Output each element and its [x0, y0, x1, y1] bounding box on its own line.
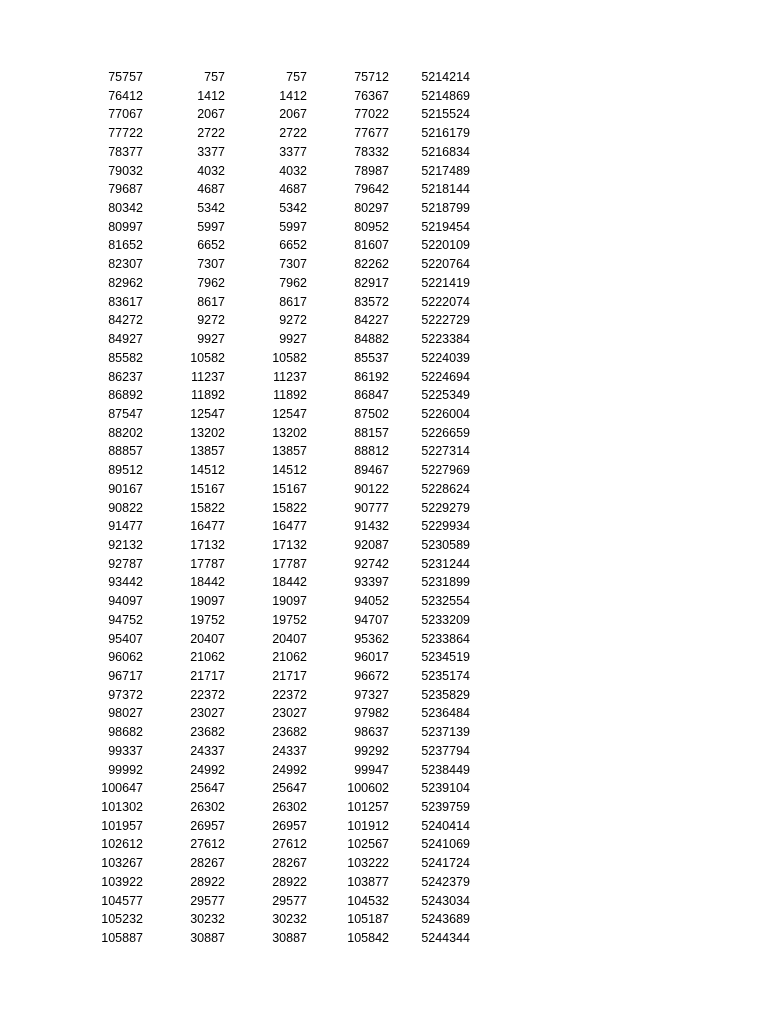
table-cell: 11237	[191, 369, 225, 384]
table-cell: 5235829	[421, 687, 470, 702]
table-cell: 5229934	[421, 519, 470, 534]
table-cell: 5239759	[421, 800, 470, 815]
table-cell: 30887	[190, 931, 225, 946]
table-cell: 80342	[108, 201, 143, 216]
table-cell: 99947	[354, 762, 389, 777]
table-cell: 19752	[190, 612, 225, 627]
table-cell: 25647	[190, 781, 225, 796]
table-cell: 30232	[190, 912, 225, 927]
table-cell: 96672	[354, 669, 389, 683]
table-cell: 75712	[354, 70, 389, 84]
table-cell: 5223384	[421, 332, 470, 347]
table-cell: 79642	[354, 182, 389, 197]
table-cell: 5226659	[421, 425, 470, 440]
table-row	[0, 105, 470, 124]
table-cell: 96062	[108, 650, 143, 665]
table-cell: 5222729	[421, 313, 470, 328]
table-cell: 5242379	[421, 874, 470, 889]
table-cell: 95362	[354, 631, 389, 646]
table-row	[0, 723, 470, 742]
table-cell: 3377	[197, 144, 225, 159]
table-cell: 90167	[108, 481, 143, 496]
table-cell: 103267	[101, 856, 143, 871]
table-cell: 4032	[279, 163, 307, 178]
table-cell: 82962	[108, 275, 143, 290]
table-cell: 7307	[279, 257, 307, 272]
table-cell: 5216834	[421, 144, 470, 159]
table-cell: 92132	[108, 537, 143, 552]
table-cell: 24337	[272, 743, 307, 758]
table-cell: 5243034	[421, 893, 470, 908]
table-cell: 9272	[197, 313, 225, 328]
table-cell: 93397	[354, 575, 389, 590]
table-row	[0, 386, 470, 405]
table-cell: 104577	[101, 893, 143, 908]
table-cell: 77677	[354, 126, 389, 141]
table-cell: 5234519	[421, 650, 470, 665]
table-cell: 79032	[108, 163, 143, 178]
table-row	[0, 817, 470, 836]
table-cell: 83572	[354, 294, 389, 309]
table-cell: 96717	[108, 669, 143, 683]
table-row	[0, 873, 470, 892]
table-cell: 98637	[354, 725, 389, 740]
table-row	[0, 499, 470, 518]
table-cell: 92787	[108, 556, 143, 571]
table-cell: 84272	[108, 313, 143, 328]
table-cell: 5231899	[421, 575, 470, 590]
table-cell: 89512	[108, 463, 143, 478]
table-cell: 7307	[197, 257, 225, 272]
table-cell: 87502	[354, 406, 389, 421]
table-cell: 28922	[272, 874, 307, 889]
table-row	[0, 592, 470, 611]
table-cell: 2067	[197, 107, 225, 122]
table-cell: 82917	[354, 275, 389, 290]
table-cell: 94097	[108, 594, 143, 609]
table-cell: 9272	[279, 313, 307, 328]
table-cell: 5238449	[421, 762, 470, 777]
table-cell: 12547	[272, 406, 307, 421]
table-row	[0, 854, 470, 873]
table-cell: 78987	[354, 163, 389, 178]
table-cell: 86892	[108, 388, 143, 403]
table-cell: 13202	[272, 425, 307, 440]
table-cell: 5342	[279, 201, 307, 216]
table-row	[0, 330, 470, 349]
table-cell: 1412	[279, 88, 307, 103]
table-cell: 84882	[354, 332, 389, 347]
table-cell: 95407	[108, 631, 143, 646]
table-body	[0, 68, 470, 948]
table-cell: 92742	[354, 556, 389, 571]
table-cell: 20407	[272, 631, 307, 646]
table-cell: 101257	[347, 800, 389, 815]
table-cell: 10582	[190, 350, 225, 365]
table-row	[0, 536, 470, 555]
table-cell: 5231244	[421, 556, 470, 571]
table-cell: 15167	[190, 481, 225, 496]
table-cell: 19097	[190, 594, 225, 609]
table-cell: 5342	[197, 201, 225, 216]
table-cell: 5228624	[421, 481, 470, 496]
table-cell: 105232	[101, 912, 143, 927]
table-cell: 4687	[197, 182, 225, 197]
table-cell: 1412	[197, 88, 225, 103]
table-row	[0, 180, 470, 199]
table-row	[0, 648, 470, 667]
table-cell: 90777	[354, 500, 389, 515]
table-cell: 28922	[190, 874, 225, 889]
table-row	[0, 686, 470, 705]
table-cell: 11237	[273, 369, 307, 384]
table-cell: 26302	[190, 800, 225, 815]
table-cell: 8617	[197, 294, 225, 309]
table-cell: 88202	[108, 425, 143, 440]
table-cell: 81607	[354, 238, 389, 253]
table-cell: 13857	[272, 444, 307, 459]
table-cell: 97327	[354, 687, 389, 702]
table-cell: 88157	[354, 425, 389, 440]
table-cell: 79687	[108, 182, 143, 197]
table-cell: 9927	[197, 332, 225, 347]
table-cell: 98682	[108, 725, 143, 740]
table-cell: 30232	[272, 912, 307, 927]
table-cell: 77022	[354, 107, 389, 122]
table-cell: 18442	[272, 575, 307, 590]
table-cell: 5227969	[421, 463, 470, 478]
table-cell: 98027	[108, 706, 143, 721]
table-cell: 24992	[190, 762, 225, 777]
table-cell: 81652	[108, 238, 143, 253]
table-cell: 5241724	[421, 856, 470, 871]
table-cell: 21717	[190, 669, 225, 683]
table-row	[0, 124, 470, 143]
table-cell: 5216179	[421, 126, 470, 141]
table-cell: 105187	[347, 912, 389, 927]
table-cell: 5230589	[421, 537, 470, 552]
table-cell: 8617	[279, 294, 307, 309]
table-row	[0, 517, 470, 536]
table-cell: 83617	[108, 294, 143, 309]
table-cell: 5232554	[421, 594, 470, 609]
table-cell: 102612	[101, 837, 143, 852]
table-cell: 90122	[354, 481, 389, 496]
table-cell: 2722	[197, 126, 225, 141]
table-cell: 5244344	[421, 931, 470, 946]
table-cell: 101912	[347, 818, 389, 833]
table-cell: 85582	[108, 350, 143, 365]
table-cell: 18442	[190, 575, 225, 590]
table-cell: 21062	[190, 650, 225, 665]
table-cell: 104532	[347, 893, 389, 908]
table-cell: 5233209	[421, 612, 470, 627]
table-cell: 16477	[272, 519, 307, 534]
data-sheet	[0, 68, 470, 948]
table-cell: 12547	[190, 406, 225, 421]
table-cell: 14512	[272, 463, 307, 478]
table-cell: 11892	[273, 388, 307, 403]
table-cell: 23027	[190, 706, 225, 721]
table-row	[0, 311, 470, 330]
table-row	[0, 798, 470, 817]
table-cell: 4032	[197, 163, 225, 178]
table-cell: 103222	[347, 856, 389, 871]
table-cell: 23682	[272, 725, 307, 740]
table-row	[0, 461, 470, 480]
table-cell: 87547	[108, 406, 143, 421]
table-cell: 96017	[354, 650, 389, 665]
table-cell: 99337	[108, 743, 143, 758]
table-cell: 86237	[108, 369, 143, 384]
table-cell: 5241069	[421, 837, 470, 852]
table-cell: 5221419	[421, 275, 470, 290]
table-cell: 76367	[354, 88, 389, 103]
table-cell: 5239104	[421, 781, 470, 796]
table-cell: 7962	[197, 275, 225, 290]
table-cell: 5218144	[421, 182, 470, 197]
table-cell: 757	[204, 70, 225, 84]
table-cell: 5240414	[421, 818, 470, 833]
table-cell: 23027	[272, 706, 307, 721]
table-cell: 80297	[354, 201, 389, 216]
table-cell: 105887	[101, 931, 143, 946]
table-cell: 30887	[272, 931, 307, 946]
table-row	[0, 218, 470, 237]
table-cell: 24337	[190, 743, 225, 758]
table-row	[0, 236, 470, 255]
table-cell: 85537	[354, 350, 389, 365]
table-cell: 5237139	[421, 725, 470, 740]
table-cell: 3377	[279, 144, 307, 159]
table-cell: 25647	[272, 781, 307, 796]
table-cell: 21717	[272, 669, 307, 683]
table-cell: 86192	[354, 369, 389, 384]
table-cell: 17132	[272, 537, 307, 552]
table-row	[0, 555, 470, 574]
table-cell: 78332	[354, 144, 389, 159]
table-cell: 5222074	[421, 294, 470, 309]
table-row	[0, 611, 470, 630]
table-cell: 5219454	[421, 219, 470, 234]
table-cell: 19752	[272, 612, 307, 627]
table-cell: 757	[286, 70, 307, 84]
table-cell: 91477	[108, 519, 143, 534]
table-cell: 6652	[197, 238, 225, 253]
table-cell: 89467	[354, 463, 389, 478]
table-row	[0, 929, 470, 948]
table-row	[0, 349, 470, 368]
table-cell: 5225349	[421, 388, 470, 403]
table-cell: 80997	[108, 219, 143, 234]
table-cell: 5243689	[421, 912, 470, 927]
table-cell: 5214869	[421, 88, 470, 103]
table-cell: 9927	[279, 332, 307, 347]
table-cell: 22372	[190, 687, 225, 702]
table-cell: 5237794	[421, 743, 470, 758]
table-row	[0, 162, 470, 181]
table-cell: 27612	[190, 837, 225, 852]
table-cell: 17787	[272, 556, 307, 571]
table-cell: 28267	[272, 856, 307, 871]
table-cell: 16477	[190, 519, 225, 534]
table-cell: 94052	[354, 594, 389, 609]
table-cell: 5214214	[421, 70, 470, 84]
table-cell: 103877	[347, 874, 389, 889]
table-cell: 13857	[190, 444, 225, 459]
table-row	[0, 480, 470, 499]
table-cell: 5997	[279, 219, 307, 234]
table-cell: 5236484	[421, 706, 470, 721]
table-cell: 29577	[272, 893, 307, 908]
table-cell: 15822	[272, 500, 307, 515]
table-cell: 101957	[101, 818, 143, 833]
table-cell: 99292	[354, 743, 389, 758]
table-cell: 77722	[108, 126, 143, 141]
table-cell: 82262	[354, 257, 389, 272]
table-cell: 29577	[190, 893, 225, 908]
table-row	[0, 143, 470, 162]
table-cell: 91432	[354, 519, 389, 534]
table-row	[0, 405, 470, 424]
table-cell: 5235174	[421, 669, 470, 683]
table-cell: 102567	[347, 837, 389, 852]
table-cell: 5220109	[421, 238, 470, 253]
table-cell: 84927	[108, 332, 143, 347]
table-row	[0, 293, 470, 312]
table-cell: 93442	[108, 575, 143, 590]
table-row	[0, 779, 470, 798]
table-row	[0, 892, 470, 911]
table-cell: 23682	[190, 725, 225, 740]
table-row	[0, 368, 470, 387]
table-cell: 92087	[354, 537, 389, 552]
table-cell: 5233864	[421, 631, 470, 646]
table-cell: 100602	[347, 781, 389, 796]
table-row	[0, 274, 470, 293]
table-row	[0, 630, 470, 649]
table-cell: 100647	[101, 781, 143, 796]
table-cell: 5229279	[421, 500, 470, 515]
table-cell: 28267	[190, 856, 225, 871]
table-cell: 7962	[279, 275, 307, 290]
table-row	[0, 442, 470, 461]
table-cell: 5215524	[421, 107, 470, 122]
table-cell: 97372	[108, 687, 143, 702]
table-cell: 6652	[279, 238, 307, 253]
number-table	[0, 68, 470, 948]
table-cell: 5218799	[421, 201, 470, 216]
table-cell: 5997	[197, 219, 225, 234]
table-cell: 5224039	[421, 350, 470, 365]
table-cell: 76412	[108, 88, 143, 103]
table-cell: 13202	[190, 425, 225, 440]
table-cell: 84227	[354, 313, 389, 328]
table-cell: 4687	[279, 182, 307, 197]
table-row	[0, 68, 470, 87]
table-cell: 5224694	[421, 369, 470, 384]
table-cell: 2067	[279, 107, 307, 122]
table-row	[0, 667, 470, 686]
table-cell: 94752	[108, 612, 143, 627]
table-row	[0, 255, 470, 274]
table-cell: 19097	[272, 594, 307, 609]
table-row	[0, 704, 470, 723]
table-cell: 5227314	[421, 444, 470, 459]
table-cell: 88857	[108, 444, 143, 459]
table-row	[0, 835, 470, 854]
table-cell: 17787	[190, 556, 225, 571]
table-row	[0, 742, 470, 761]
table-row	[0, 761, 470, 780]
table-row	[0, 424, 470, 443]
table-cell: 26957	[272, 818, 307, 833]
table-cell: 80952	[354, 219, 389, 234]
table-row	[0, 573, 470, 592]
table-cell: 5217489	[421, 163, 470, 178]
table-cell: 5220764	[421, 257, 470, 272]
table-row	[0, 199, 470, 218]
table-cell: 2722	[279, 126, 307, 141]
table-cell: 78377	[108, 144, 143, 159]
table-cell: 17132	[190, 537, 225, 552]
table-cell: 88812	[354, 444, 389, 459]
table-cell: 86847	[354, 388, 389, 403]
table-cell: 105842	[347, 931, 389, 946]
table-cell: 11892	[191, 388, 225, 403]
table-cell: 27612	[272, 837, 307, 852]
table-cell: 99992	[108, 762, 143, 777]
table-cell: 22372	[272, 687, 307, 702]
table-cell: 82307	[108, 257, 143, 272]
table-cell: 75757	[108, 70, 143, 84]
table-cell: 26302	[272, 800, 307, 815]
table-cell: 103922	[101, 874, 143, 889]
table-row	[0, 87, 470, 106]
table-cell: 14512	[190, 463, 225, 478]
table-cell: 24992	[272, 762, 307, 777]
table-cell: 94707	[354, 612, 389, 627]
table-cell: 20407	[190, 631, 225, 646]
table-cell: 101302	[101, 800, 143, 815]
table-cell: 90822	[108, 500, 143, 515]
table-cell: 15167	[272, 481, 307, 496]
table-row	[0, 910, 470, 929]
table-cell: 77067	[108, 107, 143, 122]
table-cell: 21062	[272, 650, 307, 665]
table-cell: 26957	[190, 818, 225, 833]
table-cell: 97982	[354, 706, 389, 721]
table-cell: 5226004	[421, 406, 470, 421]
table-cell: 10582	[272, 350, 307, 365]
table-cell: 15822	[190, 500, 225, 515]
